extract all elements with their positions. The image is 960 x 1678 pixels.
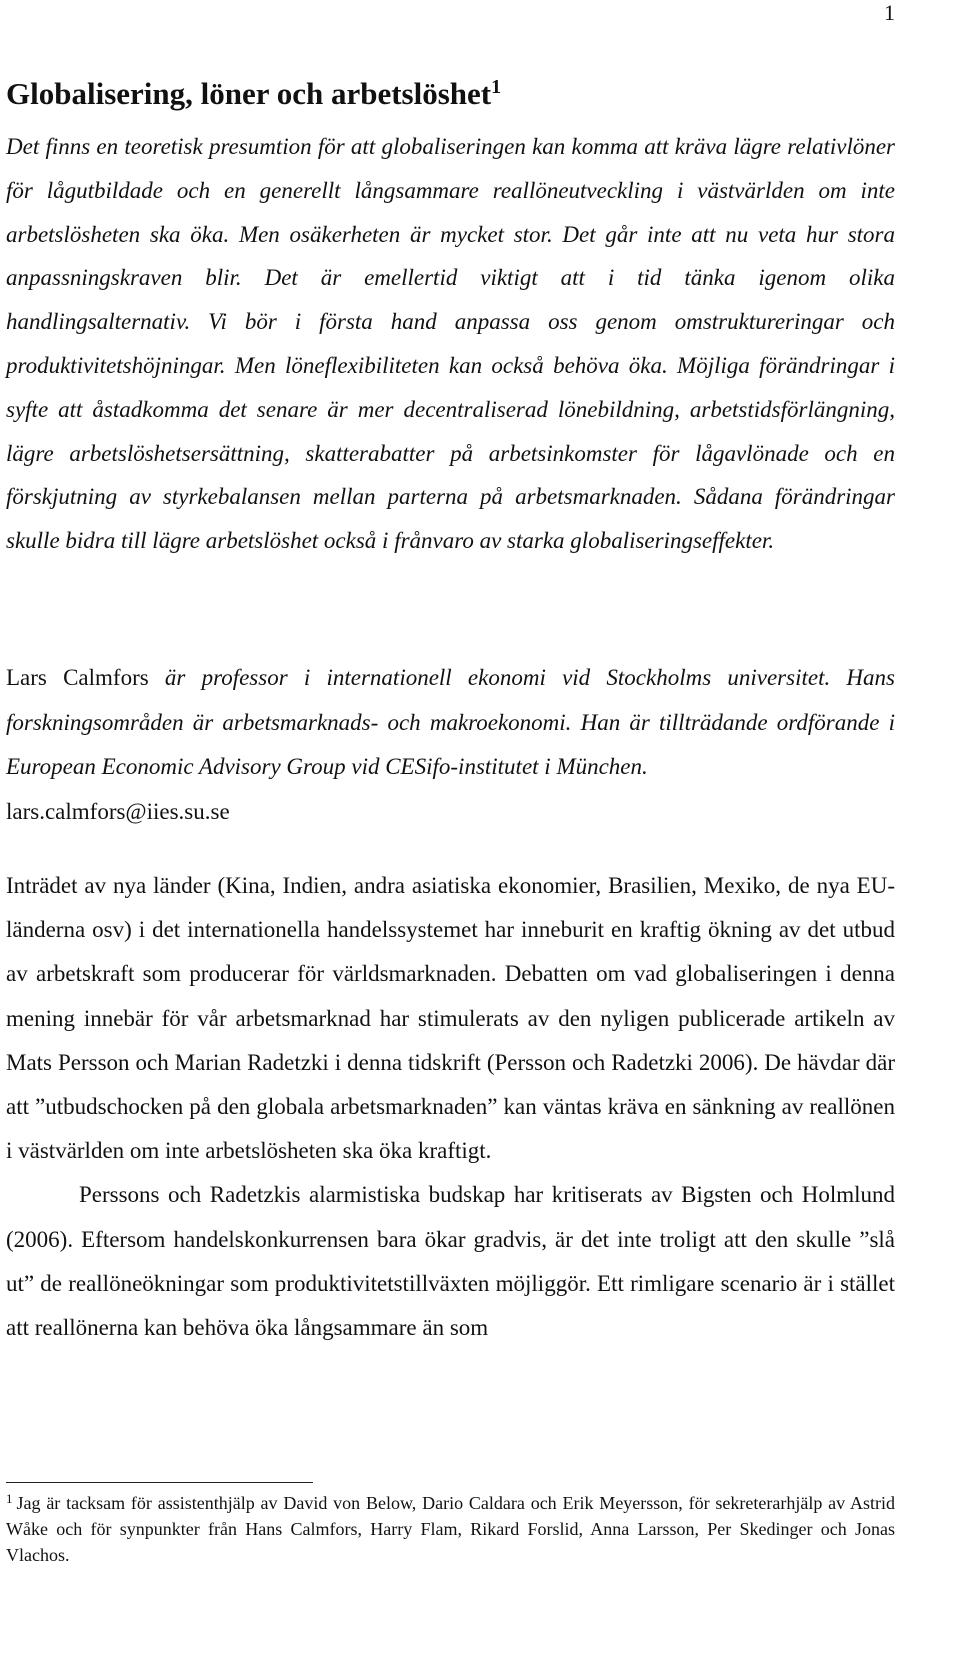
page-number: 1 — [884, 0, 895, 25]
footnote-text: Jag är tacksam för assistenthjälp av David von Below, Dario Caldara och Erik Meyersson, för sekreterarhjälp av Astrid Wåke och för synpunkter från Hans Calmfors, Harry Flam, Rikard Forslid, Anna Larsson, Per Skedinger och Jonas Vlachos. — [6, 1493, 895, 1565]
document-page — [6, 0, 895, 1678]
article-title-text: Globalisering, löner och arbetslöshet — [6, 76, 492, 111]
abstract: Det finns en teoretisk presumtion för att globaliseringen kan komma att kräva lägre relativlöner för lågutbildade och en generellt långsammare reallöneutveckling i västvärlden om inte arbetslösheten ska öka. Men osäkerheten är mycket stor. Det går inte att nu veta hur stora anpassningskraven blir. Det är emellertid viktigt att i tid tänka igenom olika handlingsalternativ. Vi bör i första hand anpassa oss genom omstruktureringar och produktivitetshöjningar. Men löneflexibiliteten kan också behöva öka. Möjliga förändringar i syfte att åstadkomma det senare är mer decentraliserad lönebildning, arbetstidsförlängning, lägre arbetslöshetsersättning, skatterabatter på arbetsinkomster för lågavlönade och en förskjutning av styrkebalansen mellan parterna på arbetsmarknaden. Sådana förändringar skulle bidra till lägre arbetslöshet också i frånvaro av starka globaliseringseffekter. — [6, 134, 895, 554]
body-text — [6, 864, 895, 1350]
author-name: Lars Calmfors — [6, 665, 149, 690]
author-description: är professor i internationell ekonomi vid Stockholms universitet. Hans forskningsområden är arbetsmarknads- och makroekonomi. Han är tillträdande ordförande i European Economic Advisory Group vid CESifo-institutet i München. — [6, 665, 895, 779]
title-footnote-marker: 1 — [491, 76, 502, 98]
author-bio — [6, 656, 895, 834]
footnote-marker: 1 — [6, 1491, 13, 1507]
body-paragraph: Inträdet av nya länder (Kina, Indien, andra asiatiska ekonomier, Brasilien, Mexiko, de nya EU-länderna osv) i det internationella handelssystemet har inneburit en kraftig ökning av det utbud av arbetskraft som producerar för världsmarknaden. Debatten om vad globaliseringen i denna mening innebär för vår arbetsmarknad har stimulerats av den nyligen publicerade artikeln av Mats Persson och Marian Radetzki i denna tidskrift (Persson och Radetzki 2006). De hävdar där att ”utbudschocken på den globala arbetsmarknaden” kan väntas kräva en sänkning av reallönen i västvärlden om inte arbetslösheten ska öka kraftigt. — [6, 873, 895, 1164]
footnote-separator — [6, 1482, 313, 1483]
author-email: lars.calmfors@iies.su.se — [6, 798, 230, 824]
body-paragraph: Perssons och Radetzkis alarmistiska budskap har kritiserats av Bigsten och Holmlund (2006). Eftersom handelskonkurrensen bara ökar gradvis, är det inte troligt att den skulle ”slå ut” de reallöneökningar som produktivitetstillväxten möjliggör. Ett rimligare scenario är i stället att reallönerna kan behöva öka långsammare än som — [6, 1182, 895, 1341]
article-title — [6, 74, 501, 114]
footnote — [6, 1490, 895, 1568]
